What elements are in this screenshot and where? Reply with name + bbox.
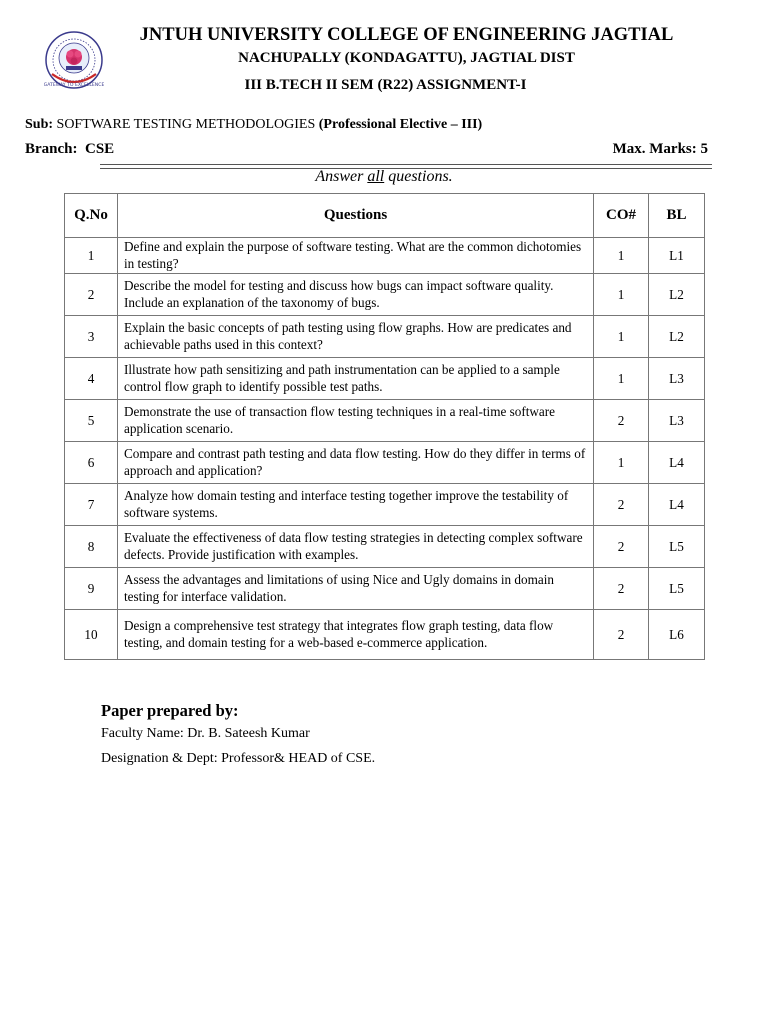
- blooms-level: L5: [649, 526, 705, 568]
- question-text: Explain the basic concepts of path testing using flow graphs. How are predicates and achievable paths used in this context?: [118, 316, 594, 358]
- blooms-level: L2: [649, 316, 705, 358]
- question-text: Evaluate the effectiveness of data flow testing strategies in detecting complex software defects. Provide justification with examples.: [118, 526, 594, 568]
- course-outcome: 2: [594, 484, 649, 526]
- question-text: Describe the model for testing and discuss how bugs can impact software quality. Include an explanation of the taxonomy of bugs.: [118, 274, 594, 316]
- instruction-emphasis: all: [367, 168, 385, 185]
- college-location: NACHUPALLY (KONDAGATTU), JAGTIAL DIST: [238, 50, 575, 66]
- table-row: [65, 316, 705, 358]
- seal-motto: GATEWAY TO EXCELLENCE: [44, 83, 104, 88]
- assignment-title: III B.TECH II SEM (R22) ASSIGNMENT-I: [244, 77, 527, 93]
- instruction-pre: Answer: [315, 168, 368, 185]
- prepared-by-heading: Paper prepared by:: [101, 701, 239, 720]
- subject-name: SOFTWARE TESTING METHODOLOGIES: [56, 117, 316, 132]
- question-number: 9: [65, 568, 118, 610]
- course-outcome: 2: [594, 568, 649, 610]
- blooms-level: L2: [649, 274, 705, 316]
- table-row: [65, 274, 705, 316]
- course-outcome: 1: [594, 238, 649, 274]
- question-text: Illustrate how path sensitizing and path instrumentation can be applied to a sample control flow graph to identify possible test paths.: [118, 358, 594, 400]
- header-questions: Questions: [118, 194, 594, 238]
- table-row: [65, 442, 705, 484]
- question-number: 4: [65, 358, 118, 400]
- question-number: 7: [65, 484, 118, 526]
- instruction: [0, 168, 768, 186]
- header-co: CO#: [594, 194, 649, 238]
- header-bl: BL: [649, 194, 705, 238]
- course-outcome: 2: [594, 526, 649, 568]
- questions-body: [65, 238, 705, 660]
- question-number: 6: [65, 442, 118, 484]
- blooms-level: L4: [649, 442, 705, 484]
- question-number: 10: [65, 610, 118, 660]
- designation: Designation & Dept: Professor& HEAD of CSE.: [101, 751, 376, 766]
- question-number: 3: [65, 316, 118, 358]
- header-qno: Q.No: [65, 194, 118, 238]
- question-number: 1: [65, 238, 118, 274]
- branch-line: [25, 141, 114, 158]
- subject-elective: (Professional Elective – III): [318, 117, 483, 132]
- table-row: [65, 238, 705, 274]
- questions-table: [64, 193, 705, 660]
- table-row: [65, 610, 705, 660]
- max-marks: Max. Marks: 5: [612, 141, 708, 157]
- table-row: [65, 526, 705, 568]
- question-text: Analyze how domain testing and interface testing together improve the testability of software systems.: [118, 484, 594, 526]
- blooms-level: L4: [649, 484, 705, 526]
- branch-label: Branch:: [25, 141, 78, 157]
- college-title: JNTUH UNIVERSITY COLLEGE OF ENGINEERING JAGTIAL: [139, 25, 674, 45]
- subject-line: [25, 117, 482, 133]
- table-header-row: [65, 194, 705, 238]
- course-outcome: 1: [594, 316, 649, 358]
- blooms-level: L3: [649, 400, 705, 442]
- branch-value: CSE: [85, 141, 115, 157]
- question-text: Demonstrate the use of transaction flow testing techniques in a real-time software application scenario.: [118, 400, 594, 442]
- blooms-level: L5: [649, 568, 705, 610]
- course-outcome: 2: [594, 610, 649, 660]
- blooms-level: L3: [649, 358, 705, 400]
- table-row: [65, 358, 705, 400]
- question-number: 5: [65, 400, 118, 442]
- course-outcome: 2: [594, 400, 649, 442]
- blooms-level: L6: [649, 610, 705, 660]
- question-text: Design a comprehensive test strategy that integrates flow graph testing, data flow testing, and domain testing for a web-based e-commerce application.: [118, 610, 594, 660]
- question-number: 2: [65, 274, 118, 316]
- course-outcome: 1: [594, 274, 649, 316]
- question-text: Assess the advantages and limitations of using Nice and Ugly domains in domain testing for interface validation.: [118, 568, 594, 610]
- faculty-name: Faculty Name: Dr. B. Sateesh Kumar: [101, 726, 310, 741]
- blooms-level: L1: [649, 238, 705, 274]
- question-number: 8: [65, 526, 118, 568]
- question-text: Define and explain the purpose of software testing. What are the common dichotomies in testing?: [118, 238, 594, 274]
- table-row: [65, 568, 705, 610]
- course-outcome: 1: [594, 358, 649, 400]
- question-text: Compare and contrast path testing and data flow testing. How do they differ in terms of approach and application?: [118, 442, 594, 484]
- course-outcome: 1: [594, 442, 649, 484]
- table-row: [65, 400, 705, 442]
- instruction-post: questions.: [384, 168, 453, 185]
- table-row: [65, 484, 705, 526]
- subject-label: Sub:: [25, 117, 54, 132]
